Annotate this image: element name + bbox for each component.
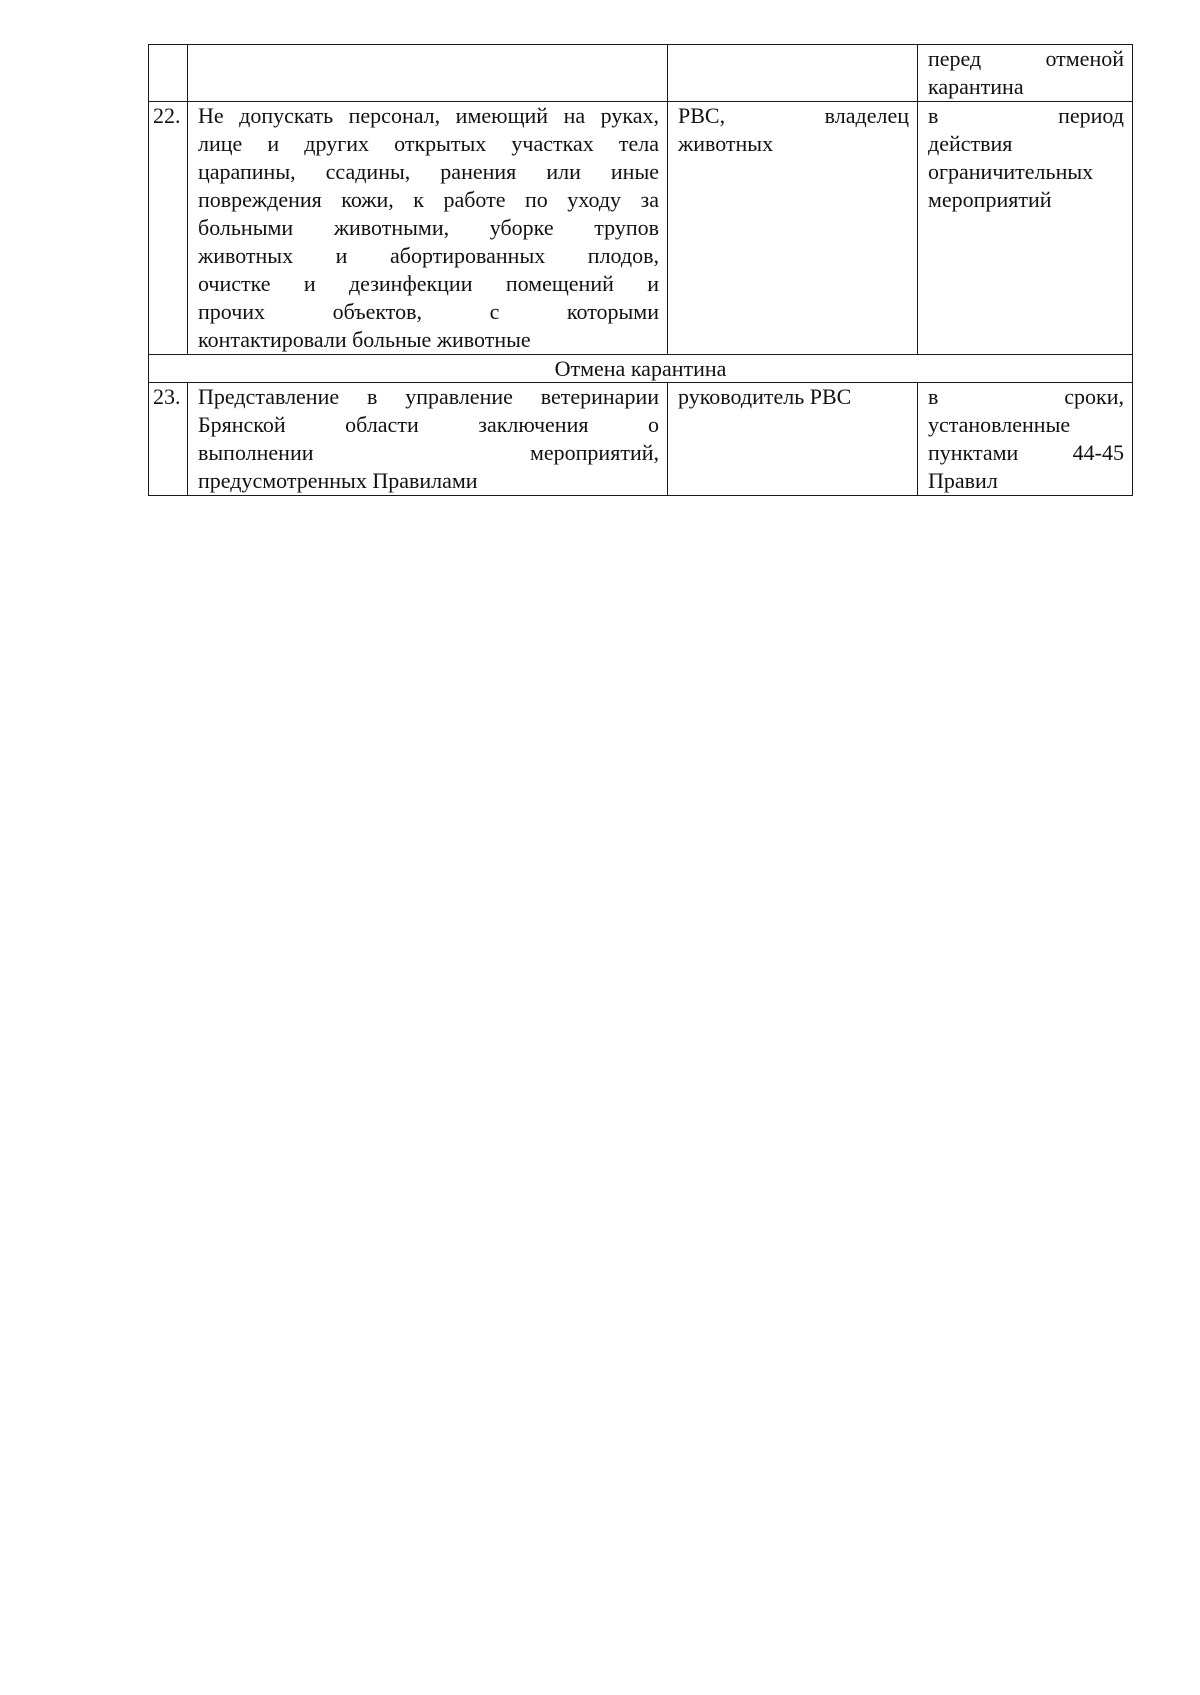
measure-line: царапины, ссадины, ранения или иные [198, 159, 659, 184]
measure-line: животных и абортированных плодов, [198, 243, 659, 268]
row-number-cell [149, 45, 188, 102]
term-line: карантина [928, 74, 1024, 99]
table-row [149, 102, 1133, 355]
row-number-cell [149, 383, 188, 496]
term-line: Правил [928, 468, 998, 493]
measure-cell [188, 45, 668, 102]
executor-line: животных [678, 131, 774, 156]
executor-cell [668, 45, 918, 102]
measure-line: повреждения кожи, к работе по уходу за [198, 187, 659, 212]
term-line: перед отменой [928, 46, 1124, 71]
table-row [149, 45, 1133, 102]
term-line: установленные [928, 412, 1071, 437]
section-title: Отмена карантина [149, 355, 1133, 383]
measure-line: Брянской области заключения о [198, 412, 659, 437]
table-row [149, 383, 1133, 496]
row-number: 22. [153, 103, 181, 128]
measures-table [148, 44, 1133, 496]
term-line: пунктами 44-45 [928, 440, 1124, 465]
measure-line: Представление в управление ветеринарии [198, 384, 659, 409]
term-cell [918, 383, 1133, 496]
term-cell [918, 102, 1133, 355]
row-number-cell [149, 102, 188, 355]
executor-cell [668, 383, 918, 496]
term-line: ограничительных [928, 159, 1094, 184]
section-row [149, 355, 1133, 383]
measure-line: предусмотренных Правилами [198, 468, 478, 493]
measure-line: очистке и дезинфекции помещений и [198, 271, 659, 296]
measure-line: контактировали больные животные [198, 327, 531, 352]
measure-line: лице и других открытых участках тела [198, 131, 659, 156]
measure-line: прочих объектов, с которыми [198, 299, 659, 324]
row-number: 23. [153, 384, 181, 409]
measure-cell [188, 383, 668, 496]
executor-line: руководитель РВС [678, 384, 852, 409]
measure-line: выполнении мероприятий, [198, 440, 659, 465]
term-line: действия [928, 131, 1013, 156]
term-line: в сроки, [928, 384, 1124, 409]
term-line: в период [928, 103, 1124, 128]
term-line: мероприятий [928, 187, 1052, 212]
measure-cell [188, 102, 668, 355]
executor-cell [668, 102, 918, 355]
measure-line: больными животными, уборке трупов [198, 215, 659, 240]
measure-line: Не допускать персонал, имеющий на руках, [198, 103, 659, 128]
term-cell [918, 45, 1133, 102]
executor-line: РВС, владелец [678, 103, 909, 128]
